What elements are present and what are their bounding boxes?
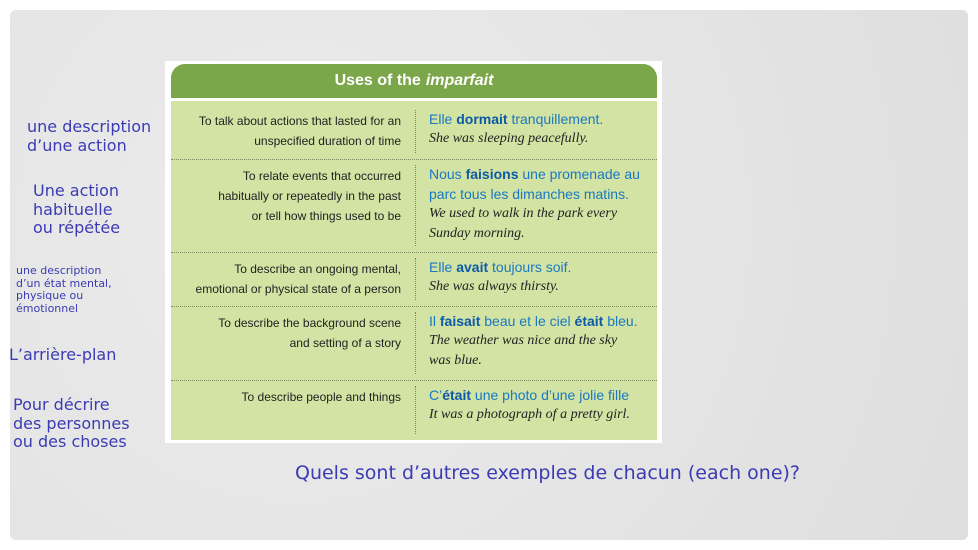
- use-description: To talk about actions that lasted for an unspecified duration of time: [198, 114, 401, 148]
- column-divider: [415, 110, 416, 153]
- french-example: Elle avait toujours soif.: [429, 259, 572, 275]
- french-example: Elle dormait tranquillement.: [429, 111, 604, 127]
- table-row: [171, 104, 657, 160]
- example-cell: [429, 164, 651, 244]
- use-description: To relate events that occurred habitually or repeatedly in the past or tell how things used to be: [218, 169, 401, 223]
- table-title: Uses of the imparfait: [171, 64, 657, 101]
- imparfait-table: [171, 64, 657, 440]
- column-divider: [415, 312, 416, 374]
- french-example: C’était une photo d’une jolie fille: [429, 387, 630, 403]
- question-text: Quels sont d’autres exemples de chacun (each one)?: [295, 462, 801, 484]
- note-action-description: une description d’une action: [27, 117, 152, 155]
- use-description: To describe an ongoing mental, emotional or physical state of a person: [195, 262, 401, 296]
- column-divider: [415, 258, 416, 300]
- english-translation: She was sleeping peacefully.: [429, 131, 589, 146]
- english-translation: We used to walk in the park every Sunday morning.: [429, 206, 618, 241]
- note-state-description: une description d’un état mental, physique ou émotionnel: [16, 264, 112, 315]
- imparfait-table-image: [165, 61, 662, 443]
- table-row: [171, 159, 657, 253]
- column-divider: [415, 165, 416, 246]
- note-habitual-action: Une action habituelle ou répétée: [33, 181, 121, 238]
- french-example: Nous faisions une promenade au parc tous les dimanches matins.: [429, 166, 640, 202]
- use-description: To describe the background scene and setting of a story: [218, 316, 401, 350]
- example-cell: [429, 311, 651, 371]
- example-cell: [429, 257, 651, 297]
- example-cell: [429, 385, 651, 425]
- note-people-things: Pour décrire des personnes ou des choses: [13, 395, 130, 452]
- table-row: [171, 306, 657, 381]
- use-description: To describe people and things: [241, 390, 401, 404]
- english-translation: She was always thirsty.: [429, 279, 559, 294]
- english-translation: The weather was nice and the sky was blue.: [429, 333, 618, 368]
- column-divider: [415, 386, 416, 434]
- table-row: [171, 380, 657, 440]
- example-cell: [429, 109, 651, 149]
- table-row: [171, 252, 657, 307]
- english-translation: It was a photograph of a pretty girl.: [429, 407, 630, 422]
- french-example: Il faisait beau et le ciel était bleu.: [429, 313, 638, 329]
- note-background: L’arrière-plan: [9, 345, 117, 364]
